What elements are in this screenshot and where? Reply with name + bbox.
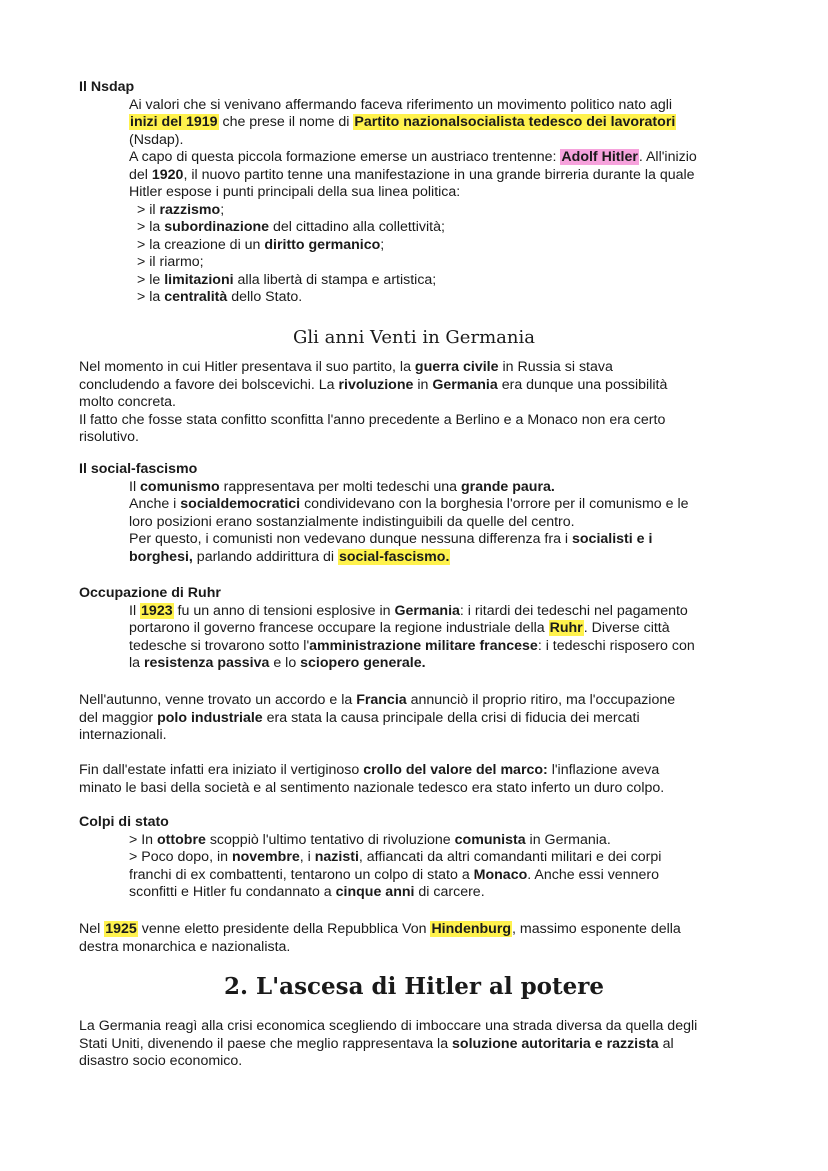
marco-paragraph: Fin dall'estate infatti era iniziato il vertiginoso crollo del valore del marco: l'inflazione aveva minato le basi della società e al sentimento nazionale tedesco era stato inferto un duro colpo. [79,762,665,796]
section-title-ascesa-hitler: 2. L'ascesa di Hitler al potere [223,973,605,1000]
paragraph-line: A capo di questa piccola formazione emerse un austriaco trentenne: Adolf Hitler. All'inizio [129,149,697,165]
section-heading-social-fascismo: Il social-fascismo [79,461,198,477]
section-heading-nsdap: Il Nsdap [79,79,135,95]
bullet-item: > il riarmo; [137,254,204,270]
paragraph-line: Hitler espose i punti principali della sua linea politica: [129,184,461,200]
paragraph-line: del 1920, il nuovo partito tenne una manifestazione in una grande birreria durante la quale [129,166,695,183]
bullet-item: > la creazione di un diritto germanico; [137,236,385,253]
hindenburg-paragraph: Nel 1925 venne eletto presidente della Repubblica Von Hindenburg, massimo esponente della destra monarchica e nazionalista. [79,921,681,955]
highlight-hitler: Adolf Hitler [561,149,638,165]
bullet-item: > le limitazioni alla libertà di stampa e artistica; [137,271,437,288]
final-paragraph: La Germania reagì alla crisi economica scegliendo di imboccare una strada diversa da quella degli Stati Uniti, divenendo il paese che meglio rappresentava la soluzione autoritaria e razzista al disastro socio economico. [79,1018,698,1069]
paragraph-line: inizi del 1919 che prese il nome di Partito nazionalsocialista tedesco dei lavoratori [130,114,676,130]
highlight-1925: 1925 [105,921,137,937]
bullet-item: > il razzismo; [137,201,225,218]
social-fascismo-section: Il social-fascismo Il comunismo rappresentava per molti tedeschi una grande paura. Anche i socialdemocratici condividevano con la borghesia l'orrore per il comunismo e le loro posizioni erano sostanzialmente indistinguibili da quelle del centro. Per questo, i comunisti non vedevano dunque nessuna differenza fra i socialisti e i borghesi, parlando addirittura di social-fascismo. [0,461,828,566]
bullet-item: > la centralità dello Stato. [137,289,303,305]
bullet-item: > la subordinazione del cittadino alla collettività; [137,219,445,235]
nsdap-section [0,79,828,307]
paragraph-line: (Nsdap). [129,131,184,148]
section-heading-ruhr: Occupazione di Ruhr [79,585,221,601]
section-heading-colpi: Colpi di stato [79,814,169,830]
section-title-anni-venti: Gli anni Venti in Germania [293,327,535,348]
colpi-di-stato-section: Colpi di stato > In ottobre scoppiò l'ultimo tentativo di rivoluzione comunista in Germania. > Poco dopo, in novembre, i nazisti, affiancati da altri comandanti militari e dei corpi franchi di ex combattenti, tentarono un colpo di stato a Monaco. Anche essi vennero sconfitti e Hitler fu condannato a cinque anni di carcere. [0,814,828,902]
highlight-party-name: Partito nazionalsocialista tedesco dei lavoratori [354,114,676,130]
intro-paragraph: Nel momento in cui Hitler presentava il suo partito, la guerra civile in Russia si stava concludendo a favore dei bolscevichi. La rivoluzione in Germania era dunque una possibilità molto concreta. Il fatto che fosse stata confitto sconfitta l'anno precedente a Berlino e a Monaco non era certo risolutivo. [79,359,668,445]
highlight-date: inizi del 1919 [130,114,218,130]
highlight-social-fascismo: social-fascismo. [338,548,450,565]
highlight-ruhr: Ruhr [549,620,583,636]
ruhr-section: Occupazione di Ruhr Il 1923 fu un anno di tensioni esplosive in Germania: i ritardi dei tedeschi nel pagamento portarono il governo francese occupare la regione industriale della Ruhr. Diverse città tedesche si trovarono sotto l'amministrazione militare francese: i tedeschi risposero con la resistenza passiva e lo sciopero generale. [0,585,828,673]
autunno-paragraph: Nell'autunno, venne trovato un accordo e la Francia annunciò il proprio ritiro, ma l'occupazione del maggior polo industriale era stata la causa principale della crisi di fiducia dei mercati internazionali. [79,692,676,743]
paragraph-line: Ai valori che si venivano affermando faceva riferimento un movimento politico nato agli [129,96,673,113]
highlight-hindenburg: Hindenburg [431,921,512,937]
highlight-1923: 1923 [141,602,173,619]
